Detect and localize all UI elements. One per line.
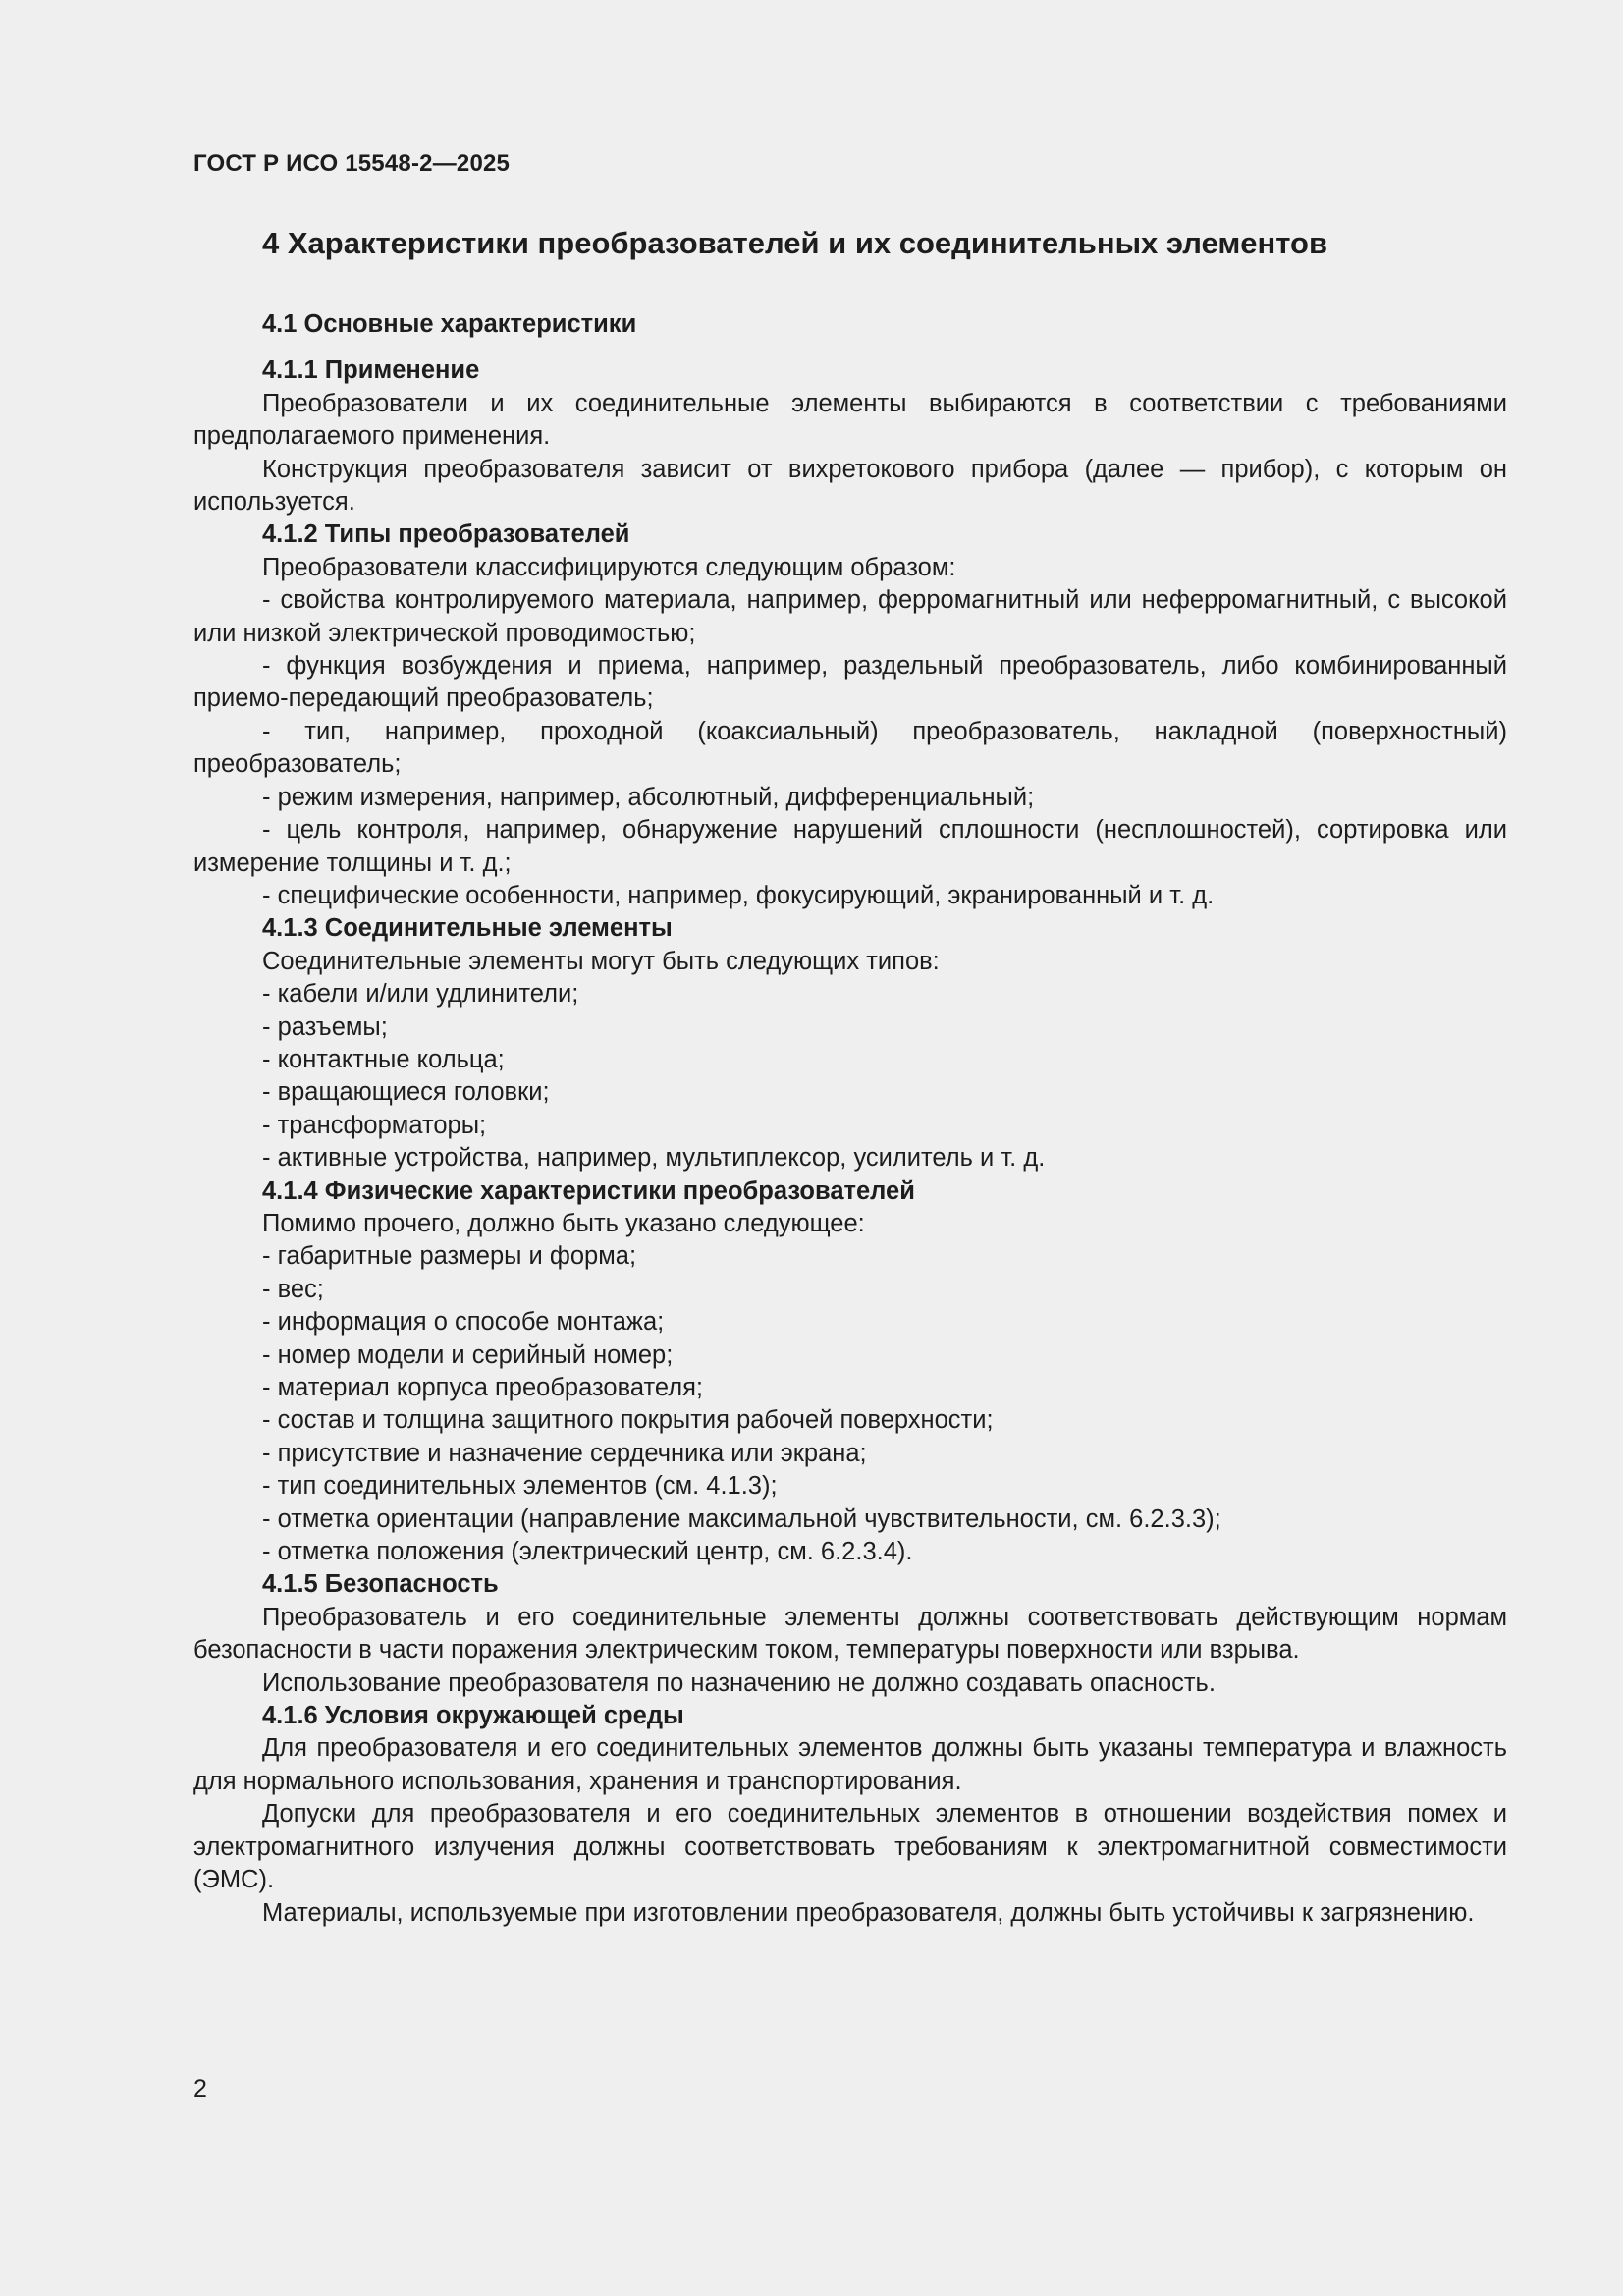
list-item: - информация о способе монтажа; <box>262 1308 665 1337</box>
heading-4-1-3: 4.1.3 Соединительные элементы <box>262 914 673 943</box>
list-item: - вращающиеся головки; <box>262 1078 550 1107</box>
paragraph: Преобразователи и их соединительные элементы выбираются в соответствии с требованиями предполагаемого применения. <box>193 389 1507 451</box>
list-item: - отметка положения (электрический центр, см. 6.2.3.4). <box>262 1538 913 1566</box>
paragraph: Допуски для преобразователя и его соединительных элементов в отношении воздействия помех и электромагнитного излучения должны соответствовать требованиям к электромагнитной совместимости (ЭМС). <box>193 1800 1507 1894</box>
list-item: - функция возбуждения и приема, например, раздельный преобразователь, либо комбинированный приемо-передающий преобразователь; <box>193 652 1507 713</box>
list-intro: Соединительные элементы могут быть следующих типов: <box>262 947 940 975</box>
list-item: - свойства контролируемого материала, например, ферромагнитный или неферромагнитный, с высокой или низкой электрической проводимостью; <box>193 586 1507 647</box>
section-title: 4 Характеристики преобразователей и их соединительных элементов <box>262 226 1328 260</box>
paragraph: Материалы, используемые при изготовлении преобразователя, должны быть устойчивы к загрязнению. <box>262 1898 1475 1927</box>
heading-4-1-1: 4.1.1 Применение <box>262 356 480 385</box>
list-item: - тип соединительных элементов (см. 4.1.3); <box>262 1472 778 1501</box>
paragraph: Для преобразователя и его соединительных элементов должны быть указаны температура и влажность для нормального использования, хранения и транспортирования. <box>193 1734 1507 1795</box>
list-item: - присутствие и назначение сердечника или экрана; <box>262 1439 867 1467</box>
list-item: - состав и толщина защитного покрытия рабочей поверхности; <box>262 1406 994 1435</box>
list-intro: Преобразователи классифицируются следующим образом: <box>262 553 956 581</box>
paragraph: Преобразователь и его соединительные элементы должны соответствовать действующим нормам безопасности в части поражения электрическим током, температуры поверхности или взрыва. <box>193 1603 1507 1665</box>
list-item: - тип, например, проходной (коаксиальный) преобразователь, накладной (поверхностный) преобразователь; <box>193 717 1507 779</box>
list-item: - режим измерения, например, абсолютный, дифференциальный; <box>262 783 1035 811</box>
heading-4-1-2: 4.1.2 Типы преобразователей <box>262 520 630 549</box>
list-item: - цель контроля, например, обнаружение нарушений сплошности (несплошностей), сортировка или измерение толщины и т. д.; <box>193 816 1507 877</box>
list-item: - специфические особенности, например, фокусирующий, экранированный и т. д. <box>262 881 1215 909</box>
paragraph: Конструкция преобразователя зависит от вихретокового прибора (далее — прибор), с которым он используется. <box>193 455 1507 517</box>
list-intro: Помимо прочего, должно быть указано следующее: <box>262 1209 865 1237</box>
list-item: - трансформаторы; <box>262 1111 487 1139</box>
paragraph: Использование преобразователя по назначению не должно создавать опасность. <box>262 1668 1216 1697</box>
heading-4-1-5: 4.1.5 Безопасность <box>262 1570 499 1599</box>
list-item: - материал корпуса преобразователя; <box>262 1374 703 1401</box>
list-item: - разъемы; <box>262 1012 388 1041</box>
heading-4-1-4: 4.1.4 Физические характеристики преобразователей <box>262 1176 915 1205</box>
heading-4-1-6: 4.1.6 Условия окружающей среды <box>262 1702 684 1730</box>
document-body <box>193 308 1507 1930</box>
page-number: 2 <box>193 2075 207 2103</box>
list-item: - контактные кольца; <box>262 1045 505 1073</box>
list-item: - активные устройства, например, мультиплексор, усилитель и т. д. <box>262 1144 1046 1173</box>
list-item: - габаритные размеры и форма; <box>262 1242 637 1271</box>
list-item: - вес; <box>262 1275 324 1303</box>
list-item: - номер модели и серийный номер; <box>262 1340 674 1369</box>
document-code: ГОСТ Р ИСО 15548-2—2025 <box>193 150 511 177</box>
list-item: - отметка ориентации (направление максимальной чувствительности, см. 6.2.3.3); <box>262 1504 1221 1533</box>
subsection-title: 4.1 Основные характеристики <box>262 310 637 338</box>
list-item: - кабели и/или удлинители; <box>262 980 579 1009</box>
